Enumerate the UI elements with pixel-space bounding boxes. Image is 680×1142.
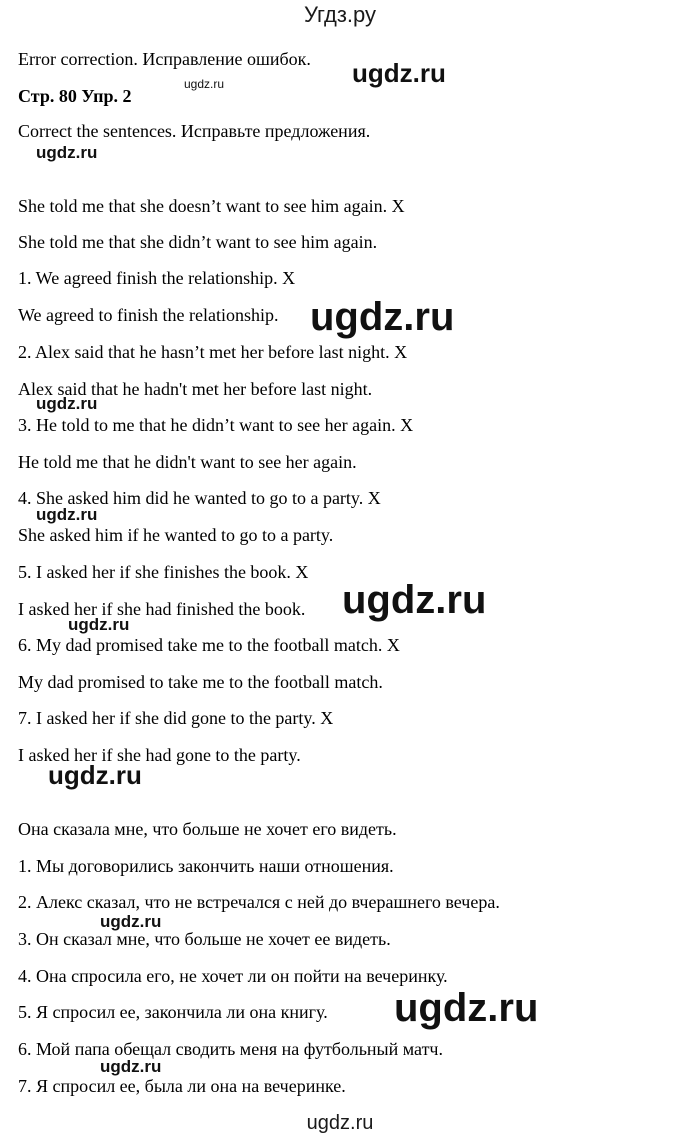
site-title: Угдз.ру — [303, 2, 377, 27]
page-reference: Стр. 80 Упр. 2 — [18, 86, 132, 106]
item-3-right: He told me that he didn't want to see her again. — [18, 452, 357, 472]
item-5-wrong: 5. I asked her if she finishes the book. X — [18, 562, 309, 582]
watermark: ugdz.ru — [68, 615, 130, 634]
watermark: ugdz.ru — [48, 760, 142, 790]
item-5-right: I asked her if she had finished the book. — [18, 599, 306, 619]
watermark: ugdz.ru — [36, 505, 98, 524]
item-2-wrong: 2. Alex said that he hasn’t met her before last night. X — [18, 342, 408, 362]
item-2-right: Alex said that he hadn't met her before last night. — [18, 379, 373, 399]
item-3-wrong: 3. He told to me that he didn’t want to see her again. X — [18, 415, 414, 435]
watermark: ugdz.ru — [184, 77, 225, 91]
item-1-right: We agreed to finish the relationship. — [18, 305, 279, 325]
translation-5: 5. Я спросил ее, закончила ли она книгу. — [18, 1002, 328, 1022]
translation-1: 1. Мы договорились закончить наши отношения. — [18, 856, 394, 876]
example-wrong: She told me that she doesn’t want to see him again. X — [18, 196, 405, 216]
watermark: ugdz.ru — [342, 578, 487, 622]
translation-3: 3. Он сказал мне, что больше не хочет ее видеть. — [18, 929, 391, 949]
translation-example: Она сказала мне, что больше не хочет его видеть. — [18, 819, 397, 839]
translation-4: 4. Она спросила его, не хочет ли он пойти на вечеринку. — [18, 966, 448, 986]
watermark: ugdz.ru — [394, 986, 539, 1030]
item-7-right: I asked her if she had gone to the party. — [18, 745, 301, 765]
item-4-wrong: 4. She asked him did he wanted to go to a party. X — [18, 488, 381, 508]
watermark: ugdz.ru — [100, 912, 162, 931]
watermark: ugdz.ru — [352, 58, 446, 88]
watermark: ugdz.ru — [310, 295, 455, 339]
doc-heading: Error correction. Исправление ошибок. — [18, 49, 311, 69]
watermark: ugdz.ru — [36, 143, 98, 162]
translation-2: 2. Алекс сказал, что не встречался с ней до вчерашнего вечера. — [18, 892, 500, 912]
item-1-wrong: 1. We agreed finish the relationship. X — [18, 268, 296, 288]
translation-7: 7. Я спросил ее, была ли она на вечеринке. — [18, 1076, 346, 1096]
item-6-right: My dad promised to take me to the football match. — [18, 672, 383, 692]
watermark: ugdz.ru — [36, 394, 98, 413]
example-right: She told me that she didn’t want to see him again. — [18, 232, 378, 252]
item-6-wrong: 6. My dad promised take me to the football match. X — [18, 635, 400, 655]
item-7-wrong: 7. I asked her if she did gone to the party. X — [18, 708, 334, 728]
watermark: ugdz.ru — [100, 1057, 162, 1076]
footer-site-name: ugdz.ru — [306, 1112, 374, 1134]
translation-6: 6. Мой папа обещал сводить меня на футбольный матч. — [18, 1039, 443, 1059]
instruction: Correct the sentences. Исправьте предложения. — [18, 121, 371, 141]
item-4-right: She asked him if he wanted to go to a party. — [18, 525, 334, 545]
